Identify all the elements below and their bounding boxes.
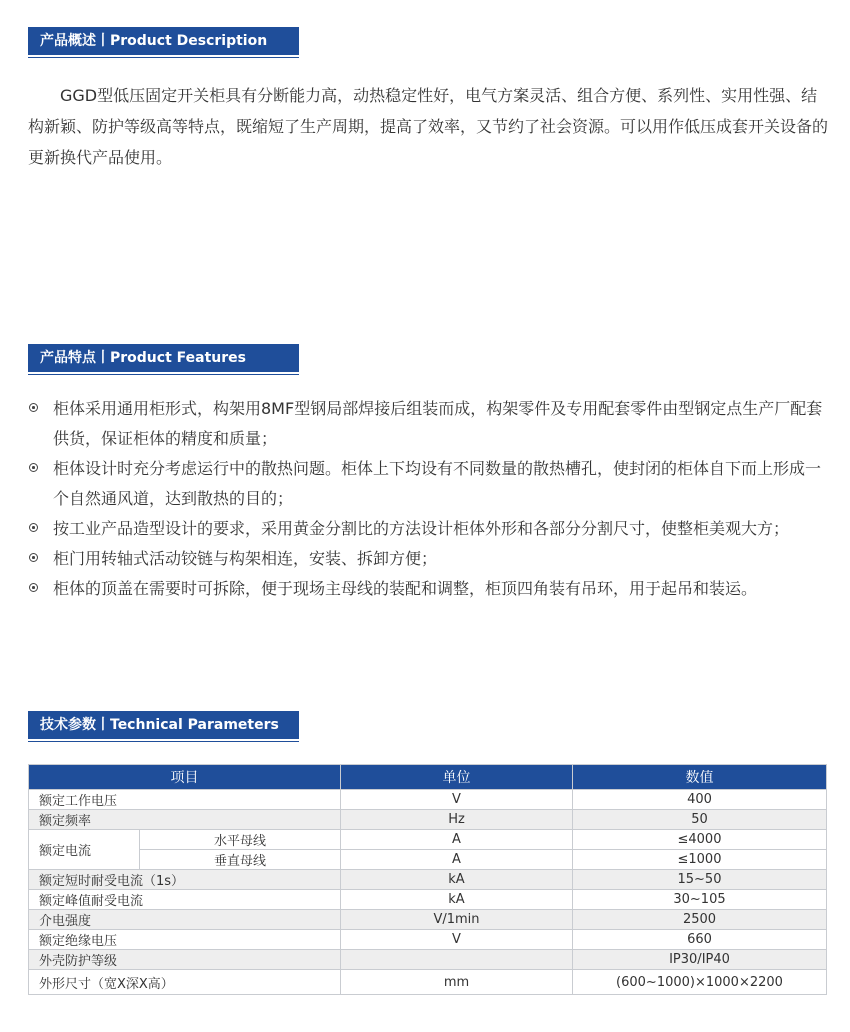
feature-text: 柜体设计时充分考虑运行中的散热问题。柜体上下均设有不同数量的散热槽孔，使封闭的柜体自下而上形成一个自然通风道，达到散热的目的；	[53, 459, 822, 508]
feature-item	[28, 394, 830, 454]
header-value: 数值	[573, 765, 827, 790]
table-row	[29, 970, 827, 995]
table-row	[29, 930, 827, 950]
cell-unit: A	[341, 850, 573, 870]
cell-unit: kA	[341, 890, 573, 910]
feature-text: 柜体的顶盖在需要时可拆除，便于现场主母线的装配和调整，柜顶四角装有吊环，用于起吊和装运。	[53, 579, 758, 598]
table-row	[29, 810, 827, 830]
cell-unit: mm	[341, 970, 573, 995]
cell-item: 额定短时耐受电流（1s）	[29, 870, 341, 890]
table-row	[29, 830, 827, 850]
cell-item: 额定频率	[29, 810, 341, 830]
cell-unit: V/1min	[341, 910, 573, 930]
feature-text: 按工业产品造型设计的要求，采用黄金分割比的方法设计柜体外形和各部分分割尺寸，使整柜美观大方；	[53, 519, 790, 538]
cell-value: 2500	[573, 910, 827, 930]
cell-value: 30~105	[573, 890, 827, 910]
circle-bullet-icon	[29, 403, 38, 412]
cell-item: 额定工作电压	[29, 790, 341, 810]
description-text	[28, 80, 828, 173]
feature-item	[28, 454, 830, 514]
circle-bullet-icon	[29, 463, 38, 472]
table-row	[29, 850, 827, 870]
cell-unit	[341, 950, 573, 970]
header-item: 项目	[29, 765, 341, 790]
cell-value: ≤1000	[573, 850, 827, 870]
cell-subitem: 垂直母线	[140, 850, 341, 870]
cell-value: 660	[573, 930, 827, 950]
cell-item: 额定电流	[29, 830, 140, 870]
feature-text: 柜体采用通用柜形式，构架用8MF型钢局部焊接后组装而成，构架零件及专用配套零件由型钢定点生产厂配套供货，保证柜体的精度和质量；	[53, 399, 823, 448]
parameters-table	[28, 764, 827, 995]
feature-item	[28, 544, 830, 574]
section-header-features: 产品特点丨Product Features	[28, 344, 299, 372]
header-unit: 单位	[341, 765, 573, 790]
cell-value: ≤4000	[573, 830, 827, 850]
feature-text: 柜门用转轴式活动铰链与构架相连，安装、拆卸方便；	[53, 549, 438, 568]
cell-value: 400	[573, 790, 827, 810]
feature-item	[28, 574, 830, 604]
cell-item: 额定绝缘电压	[29, 930, 341, 950]
table-row	[29, 910, 827, 930]
cell-value: (600~1000)×1000×2200	[573, 970, 827, 995]
feature-item	[28, 514, 830, 544]
cell-item: 外壳防护等级	[29, 950, 341, 970]
cell-value: IP30/IP40	[573, 950, 827, 970]
cell-item: 额定峰值耐受电流	[29, 890, 341, 910]
cell-unit: Hz	[341, 810, 573, 830]
section-header-parameters: 技术参数丨Technical Parameters	[28, 711, 299, 739]
circle-bullet-icon	[29, 523, 38, 532]
cell-unit: V	[341, 930, 573, 950]
table-row	[29, 950, 827, 970]
cell-value: 15~50	[573, 870, 827, 890]
circle-bullet-icon	[29, 583, 38, 592]
cell-item: 介电强度	[29, 910, 341, 930]
table-row	[29, 890, 827, 910]
cell-value: 50	[573, 810, 827, 830]
table-row	[29, 790, 827, 810]
cell-unit: A	[341, 830, 573, 850]
feature-list	[28, 394, 830, 604]
description-body: GGD型低压固定开关柜具有分断能力高，动热稳定性好，电气方案灵活、组合方便、系列性、实用性强、结构新颖、防护等级高等特点，既缩短了生产周期，提高了效率，又节约了社会资源。可以用作低压成套开关设备的更新换代产品使用。	[28, 86, 829, 167]
table-row	[29, 870, 827, 890]
circle-bullet-icon	[29, 553, 38, 562]
cell-unit: kA	[341, 870, 573, 890]
cell-subitem: 水平母线	[140, 830, 341, 850]
cell-item: 外形尺寸（宽X深X高）	[29, 970, 341, 995]
section-header-description: 产品概述丨Product Description	[28, 27, 299, 55]
table-header-row	[29, 765, 827, 790]
cell-unit: V	[341, 790, 573, 810]
